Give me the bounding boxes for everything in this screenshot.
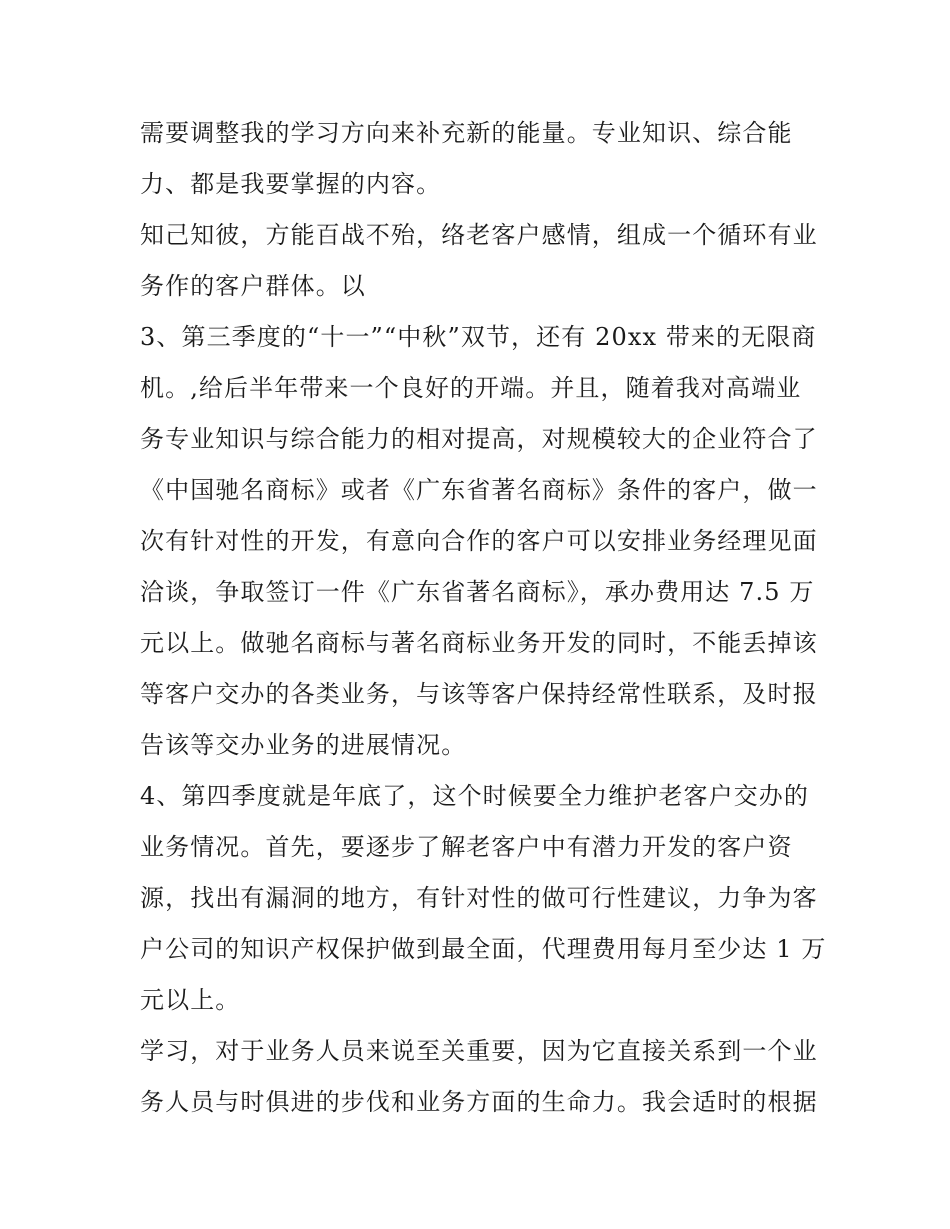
text-line: 知己知彼，方能百战不殆，络老客户感情，组成一个循环有业 — [140, 221, 818, 249]
text-line: 机。,给后半年带来一个良好的开端。并且，随着我对高端业 — [140, 374, 802, 402]
text-line: 务作的客户群体。以 — [140, 272, 366, 300]
document-body — [140, 108, 827, 1128]
text-line: 次有针对性的开发，有意向合作的客户可以安排业务经理见面 — [140, 527, 818, 555]
text-line: 业务情况。首先，要逐步了解老客户中有潜力开发的客户资 — [140, 833, 793, 861]
text-line: 等客户交办的各类业务，与该等客户保持经常性联系，及时报 — [140, 680, 818, 708]
text-line: 洽谈，争取签订一件《广东省著名商标》，承办费用达 7.5 万 — [140, 578, 815, 606]
text-line: 元以上。 — [140, 986, 241, 1014]
text-line: 力、都是我要掌握的内容。 — [140, 170, 442, 198]
text-line: 务专业知识与综合能力的相对提高，对规模较大的企业符合了 — [140, 425, 818, 453]
text-line: 需要调整我的学习方向来补充新的能量。专业知识、综合能 — [140, 119, 793, 147]
text-line: 户公司的知识产权保护做到最全面，代理费用每月至少达 1 万 — [140, 935, 827, 963]
text-line: 3、第三季度的“十一”“中秋”双节，还有 20xx 带来的无限商 — [140, 323, 817, 351]
text-line: 4、第四季度就是年底了，这个时候要全力维护老客户交办的 — [140, 782, 809, 810]
text-line: 告该等交办业务的进展情况。 — [140, 731, 467, 759]
text-line: 学习，对于业务人员来说至关重要，因为它直接关系到一个业 — [140, 1037, 818, 1065]
text-line: 务人员与时俱进的步伐和业务方面的生命力。我会适时的根据 — [140, 1088, 818, 1116]
text-line: 《中国驰名商标》或者《广东省著名商标》条件的客户，做一 — [140, 476, 818, 504]
text-line: 元以上。做驰名商标与著名商标业务开发的同时，不能丢掉该 — [140, 629, 818, 657]
text-line: 源，找出有漏洞的地方，有针对性的做可行性建议，力争为客 — [140, 884, 818, 912]
